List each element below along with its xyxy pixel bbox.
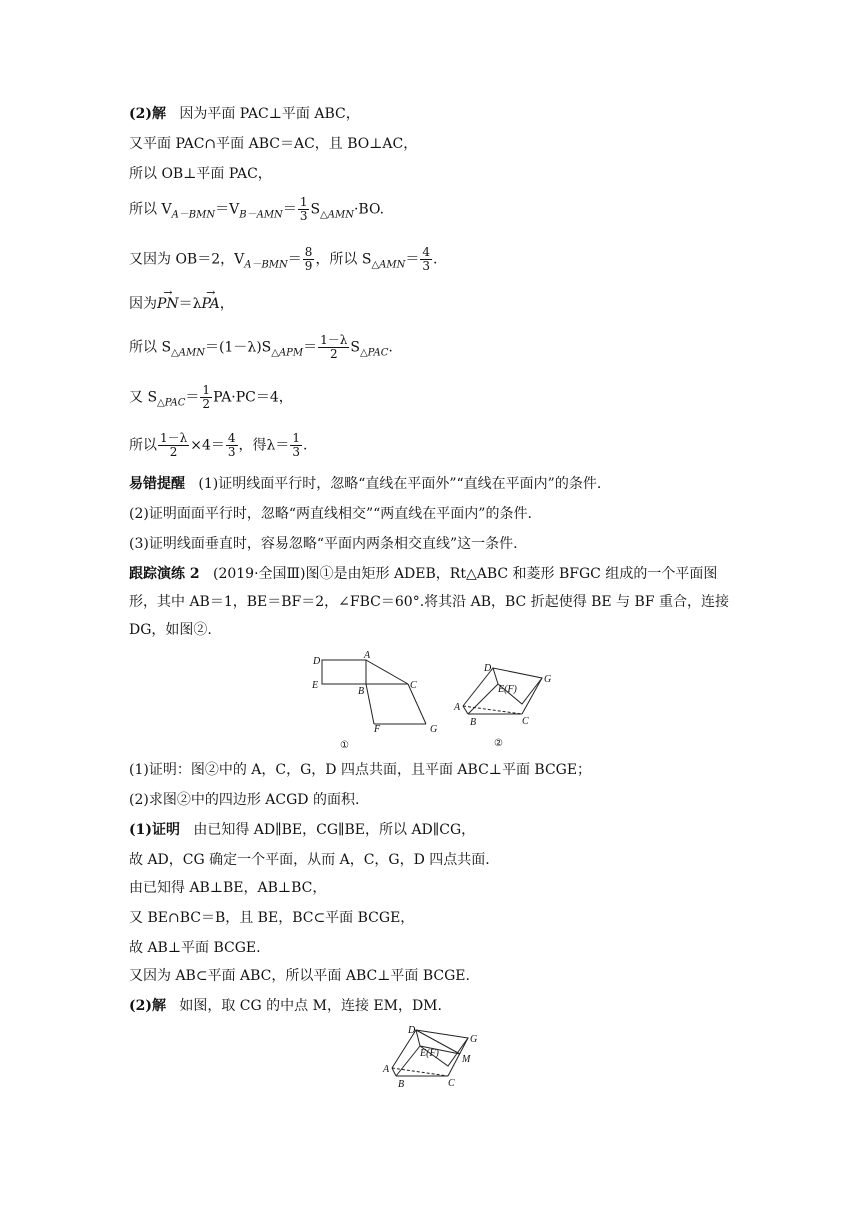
solution-2b-line-1 [129, 996, 442, 1016]
solution-2-line-3 [129, 164, 272, 184]
text: ×4＝ [190, 437, 225, 454]
text: 又因为 OB＝2，V [129, 251, 245, 268]
denominator: 3 [292, 445, 301, 459]
edge-be [468, 684, 498, 714]
fraction [290, 432, 302, 459]
edge-ac-dashed [392, 1068, 448, 1076]
subscript: △APM [271, 347, 304, 359]
text: (1)证明线面平行时，忽略“直线在平面外”“直线在平面内”的条件. [198, 476, 602, 492]
text: S [350, 339, 360, 356]
text: 因为平面 PAC⊥平面 ABC， [179, 106, 360, 122]
figure-2-caption: ② [494, 738, 503, 749]
numerator: 8 [304, 245, 313, 259]
text: . [388, 339, 393, 356]
label-d: D [313, 656, 321, 667]
label-g: G [470, 1034, 478, 1045]
label-f: F [374, 724, 381, 735]
denominator: 2 [169, 445, 178, 459]
text: ＝ [282, 201, 297, 218]
proof-1-line-4 [129, 908, 414, 928]
subscript: △PAC [157, 397, 186, 409]
rectangle-adeb [322, 660, 366, 684]
proof-1-line-5 [129, 938, 261, 958]
question-1 [129, 760, 591, 780]
text: 所以 OB⊥平面 PAC， [129, 166, 272, 182]
proof-1-line-1 [129, 820, 475, 840]
fraction [200, 384, 212, 411]
text: 所以 S [129, 339, 172, 356]
vector-pa: → PA [202, 294, 220, 314]
denominator: 3 [422, 259, 431, 273]
text: 故 AD，CG 确定一个平面，从而 A，C，G，D 四点共面. [129, 852, 490, 868]
text: 如图，取 CG 的中点 M，连接 EM，DM. [179, 998, 442, 1014]
text: ＝ [185, 389, 200, 406]
subscript: △PAC [359, 347, 389, 359]
denominator: 9 [304, 259, 313, 273]
solution-2-head: (2)解 [129, 106, 166, 122]
volume-equation [129, 196, 384, 225]
text: ＝(1－λ)S [204, 339, 272, 356]
text: ， [219, 296, 234, 312]
label-c: C [522, 716, 529, 727]
fraction [158, 432, 189, 459]
fraction [303, 246, 315, 273]
pac-area-equation [129, 384, 293, 413]
numerator: 1 [202, 383, 211, 397]
edge-ac [366, 660, 408, 684]
text: 所以 [129, 437, 157, 454]
exercise-line-1 [129, 564, 717, 584]
solution-2-line-2 [129, 134, 417, 154]
text: 又 S [129, 389, 158, 406]
label-d: D [408, 1025, 416, 1036]
denominator: 2 [202, 397, 211, 411]
subscript: △AMN [371, 259, 406, 271]
figures-1-2 [300, 646, 560, 758]
text: ＝ [405, 251, 420, 268]
text: 由已知得 AB⊥BE，AB⊥BC， [129, 880, 327, 896]
text: 又平面 PAC∩平面 ABC＝AC，且 BO⊥AC， [129, 136, 418, 152]
warning-line-1 [129, 474, 601, 494]
text: ＝ [303, 339, 318, 356]
numerator: 1－λ [160, 431, 188, 445]
numerator: 1 [299, 195, 308, 209]
text: PA·PC＝4， [213, 389, 293, 406]
label-a: A [454, 702, 461, 713]
label-a: A [383, 1064, 390, 1075]
warning-line-2 [129, 504, 532, 524]
denominator: 3 [227, 445, 236, 459]
proof-1-line-2 [129, 850, 490, 870]
text: DG，如图②. [129, 622, 212, 638]
warning-line-3 [129, 534, 518, 554]
subscript: A－BMN [244, 259, 288, 271]
area-ratio-equation [129, 334, 393, 363]
text: 所以 V [129, 201, 172, 218]
denominator: 2 [329, 347, 338, 361]
label-g: G [544, 674, 552, 685]
text: 又 BE∩BC＝B，且 BE，BC⊂平面 BCGE， [129, 910, 415, 926]
text: (2)证明面面平行时，忽略“两直线相交”“两直线在平面内”的条件. [129, 506, 532, 522]
exercise-line-2 [129, 592, 729, 612]
subscript: △AMN [171, 347, 205, 359]
label-ef: E(F) [420, 1048, 439, 1059]
fraction [420, 246, 432, 273]
text: ，得λ＝ [238, 437, 290, 454]
text: (3)证明线面垂直时，容易忽略“平面内两条相交直线”这一条件. [129, 536, 518, 552]
question-2 [129, 790, 359, 810]
edge-ab-3d [463, 706, 468, 714]
numerator: 4 [227, 431, 236, 445]
solution-2b-head: (2)解 [129, 998, 166, 1014]
figure-3 [378, 1022, 488, 1094]
figure-1-caption: ① [340, 740, 349, 751]
text: 由已知得 AD∥BE，CG∥BE，所以 AD∥CG， [193, 822, 476, 838]
text: 又因为 AB⊂平面 ABC，所以平面 ABC⊥平面 BCGE. [129, 968, 470, 984]
solution-2-line-1 [129, 104, 360, 124]
text: ＝λ [178, 296, 202, 312]
label-c: C [410, 680, 417, 691]
text: (1)证明：图②中的 A，C，G，D 四点共面，且平面 ABC⊥平面 BCGE； [129, 762, 592, 778]
fraction [318, 334, 349, 361]
label-g: G [430, 724, 438, 735]
label-ef: E(F) [498, 684, 517, 695]
subscript: A－BMN [171, 209, 216, 221]
text: S [310, 201, 321, 218]
text: (2)求图②中的四边形 ACGD 的面积. [129, 792, 360, 808]
label-c: C [448, 1078, 455, 1089]
subscript: △AMN [320, 209, 354, 221]
warning-head: 易错提醒 [129, 476, 185, 492]
lambda-result [129, 432, 308, 459]
edge-cg-3d [522, 678, 542, 714]
text: 故 AB⊥平面 BCGE. [129, 940, 261, 956]
proof-1-line-3 [129, 878, 326, 898]
text: . [303, 437, 308, 454]
edge-ab [392, 1068, 396, 1076]
edge-bf [366, 684, 374, 724]
subscript: B－AMN [239, 209, 283, 221]
vector-pn: → PN [157, 294, 179, 314]
text: 形，其中 AB＝1，BE＝BF＝2，∠FBC＝60°.将其沿 AB，BC 折起使得 BE 与 BF 重合，连接 [129, 594, 730, 610]
fraction [226, 432, 238, 459]
proof-1-head: (1)证明 [129, 822, 180, 838]
edge-be [396, 1046, 420, 1076]
label-b: B [470, 717, 477, 728]
proof-1-line-6 [129, 966, 470, 986]
text: ·BO. [353, 201, 385, 218]
exercise-line-3 [129, 620, 212, 640]
area-equation [129, 246, 437, 275]
label-a: A [364, 650, 371, 661]
text: . [433, 251, 438, 268]
text: 因为 [129, 296, 157, 312]
numerator: 1 [292, 431, 301, 445]
vector-equation [129, 294, 234, 314]
label-m: M [462, 1054, 471, 1065]
denominator: 3 [299, 209, 308, 223]
label-e: E [312, 680, 319, 691]
text: ＝V [215, 201, 240, 218]
label-b: B [398, 1079, 405, 1090]
numerator: 4 [422, 245, 431, 259]
label-d: D [484, 663, 492, 674]
exercise-head: 跟踪演练 2 [129, 566, 200, 582]
label-b: B [358, 686, 365, 697]
text: ＝ [287, 251, 302, 268]
text: ，所以 S [315, 251, 372, 268]
numerator: 1－λ [320, 333, 348, 347]
fraction [298, 196, 310, 223]
text: (2019·全国Ⅲ)图①是由矩形 ADEB，Rt△ABC 和菱形 BFGC 组成的一个平面图 [212, 566, 718, 582]
